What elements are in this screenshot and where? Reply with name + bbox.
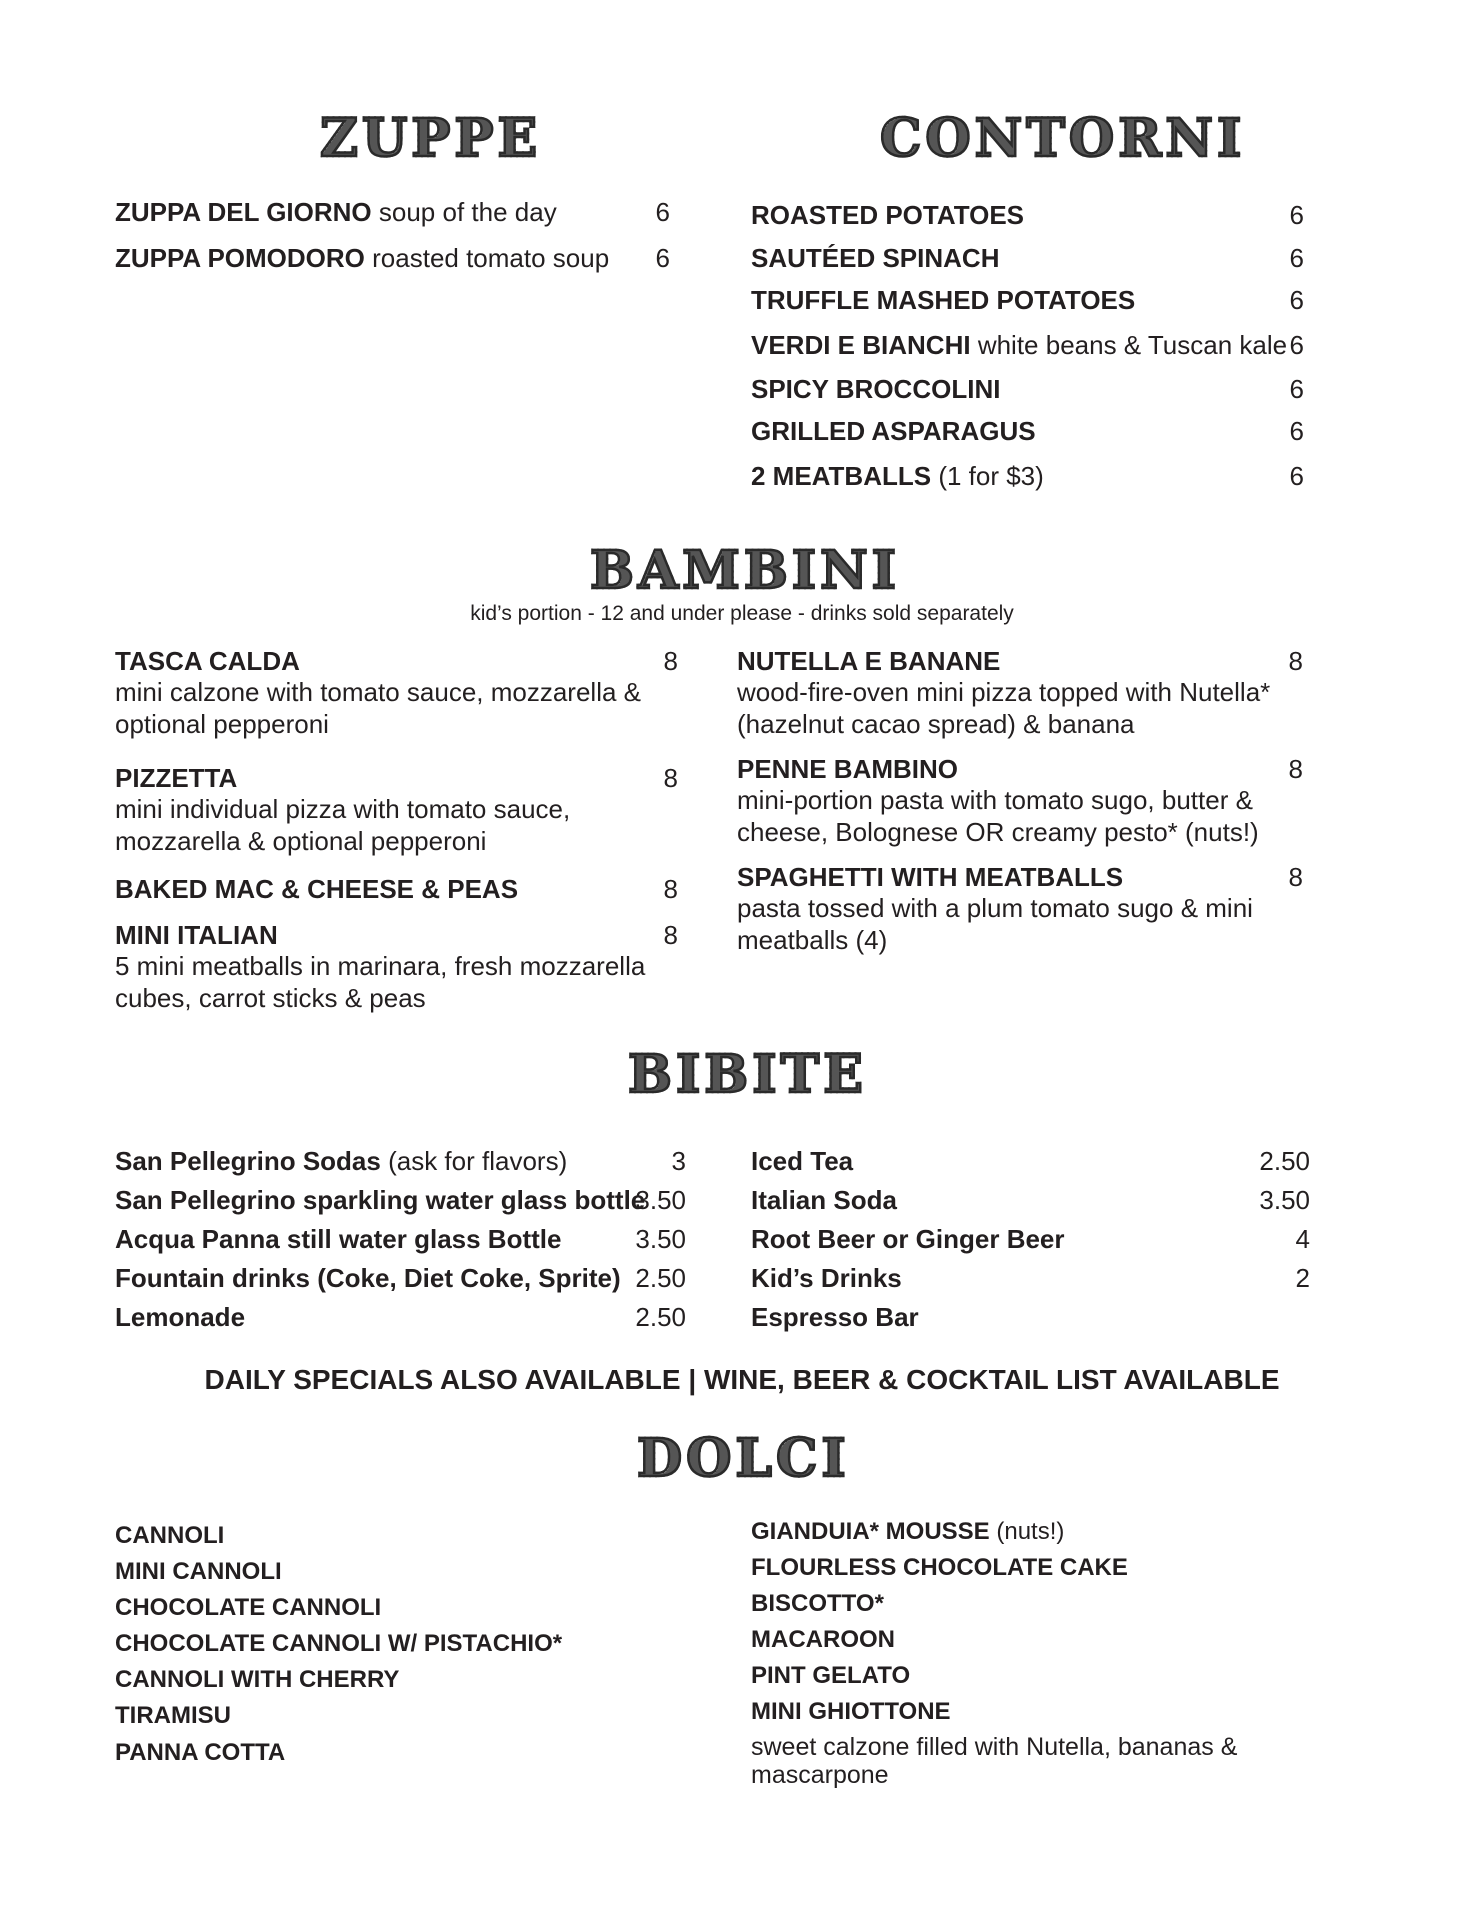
- menu-item: [751, 285, 1135, 315]
- menu-item: [115, 920, 278, 950]
- list-item: FLOURLESS CHOCOLATE CAKE: [751, 1554, 1128, 1581]
- item-price: 8: [663, 920, 678, 950]
- item-name: VERDI E BIANCHI: [751, 330, 971, 360]
- item-name: BAKED MAC & CHEESE & PEAS: [115, 874, 519, 904]
- item-name: San Pellegrino sparkling water glass bottle: [115, 1185, 646, 1215]
- item-name: SAUTÉED SPINACH: [751, 243, 1000, 273]
- item-desc: mini-portion pasta with tomato sugo, butter & cheese, Bolognese OR creamy pesto* (nuts!): [737, 785, 1259, 847]
- item-name: Fountain drinks (Coke, Diet Coke, Sprite): [115, 1263, 621, 1293]
- item-name: Root Beer or Ginger Beer: [751, 1224, 1065, 1254]
- item-name: 2 MEATBALLS: [751, 461, 932, 491]
- item-desc: wood-fire-oven mini pizza topped with Nutella* (hazelnut cacao spread) & banana: [737, 677, 1271, 739]
- menu-item: [751, 416, 1036, 446]
- item-name: TRUFFLE MASHED POTATOES: [751, 285, 1136, 315]
- bambini-heading: BAMBINI: [590, 540, 900, 601]
- item-desc: mini calzone with tomato sauce, mozzarella & optional pepperoni: [115, 677, 642, 739]
- bambini-subtitle: kid’s portion - 12 and under please - drinks sold separately: [470, 602, 1014, 625]
- item-price: 8: [663, 874, 678, 904]
- item-name: Iced Tea: [751, 1146, 854, 1176]
- list-item: MACAROON: [751, 1626, 895, 1653]
- item-desc: (nuts!): [996, 1518, 1065, 1545]
- item-price: 8: [1288, 754, 1303, 784]
- item-name: Espresso Bar: [751, 1302, 919, 1332]
- item-price: 6: [1289, 200, 1304, 230]
- item-desc: roasted tomato soup: [372, 243, 610, 273]
- item-price: 3.50: [635, 1185, 686, 1215]
- item-price: 2.50: [635, 1263, 686, 1293]
- menu-item: [115, 874, 518, 904]
- menu-item: [751, 1224, 1065, 1254]
- item-price: 6: [655, 197, 670, 227]
- item-price: 8: [1288, 646, 1303, 676]
- item-desc: pasta tossed with a plum tomato sugo & mini meatballs (4): [737, 893, 1253, 955]
- specials-notice: DAILY SPECIALS ALSO AVAILABLE | WINE, BEER & COCKTAIL LIST AVAILABLE: [204, 1364, 1280, 1395]
- item-name: Lemonade: [115, 1302, 246, 1332]
- item-desc: (ask for flavors): [388, 1146, 568, 1176]
- item-name: NUTELLA E BANANE: [737, 646, 1001, 676]
- item-price: 6: [1289, 461, 1304, 491]
- item-price: 6: [1289, 330, 1304, 360]
- list-item: CHOCOLATE CANNOLI: [115, 1594, 382, 1621]
- list-item: BISCOTTO*: [751, 1590, 884, 1617]
- item-price: 6: [1289, 285, 1304, 315]
- item-name: GIANDUIA* MOUSSE: [751, 1518, 990, 1545]
- list-item: MINI CANNOLI: [115, 1558, 282, 1585]
- menu-item: [115, 1224, 561, 1254]
- menu-item: [115, 1302, 245, 1332]
- menu-item: [737, 646, 1000, 676]
- menu-item: [751, 1302, 919, 1332]
- menu-item: [751, 1185, 897, 1215]
- menu-item: [115, 197, 557, 227]
- list-item: PANNA COTTA: [115, 1739, 286, 1766]
- contorni-heading: CONTORNI: [880, 108, 1246, 169]
- item-name: GRILLED ASPARAGUS: [751, 416, 1036, 446]
- menu-item: [115, 243, 609, 273]
- dolci-heading: DOLCI: [637, 1428, 850, 1489]
- item-desc: soup of the day: [378, 197, 557, 227]
- list-item: PINT GELATO: [751, 1662, 911, 1689]
- menu-item: [751, 330, 1287, 360]
- list-item: CANNOLI WITH CHERRY: [115, 1666, 400, 1693]
- item-desc: mini individual pizza with tomato sauce, mozzarella & optional pepperoni: [115, 794, 571, 856]
- list-item: TIRAMISU: [115, 1702, 231, 1729]
- item-price: 6: [1289, 374, 1304, 404]
- menu-item: [751, 461, 1044, 491]
- list-item: CANNOLI: [115, 1522, 225, 1549]
- item-name: PIZZETTA: [115, 763, 238, 793]
- menu-item: [115, 1185, 645, 1215]
- item-desc: 5 mini meatballs in marinara, fresh mozzarella cubes, carrot sticks & peas: [115, 951, 646, 1013]
- item-name: TASCA CALDA: [115, 646, 300, 676]
- list-item: CHOCOLATE CANNOLI W/ PISTACHIO*: [115, 1630, 563, 1657]
- item-name: ROASTED POTATOES: [751, 200, 1025, 230]
- item-price: 6: [1289, 243, 1304, 273]
- item-name: Italian Soda: [751, 1185, 897, 1215]
- menu-item: [751, 1146, 853, 1176]
- menu-item: [737, 754, 958, 784]
- menu-item: [751, 374, 1000, 404]
- item-desc: sweet calzone filled with Nutella, bananas & mascarpone: [751, 1733, 1238, 1789]
- item-price: 2: [1295, 1263, 1310, 1293]
- item-name: Acqua Panna still water glass Bottle: [115, 1224, 562, 1254]
- item-name: MINI ITALIAN: [115, 920, 278, 950]
- menu-item: [115, 763, 237, 793]
- menu-item: [751, 200, 1024, 230]
- list-item: MINI GHIOTTONE: [751, 1698, 951, 1725]
- item-desc: (1 for $3): [938, 461, 1044, 491]
- item-name: SPICY BROCCOLINI: [751, 374, 1001, 404]
- menu-item: [115, 646, 300, 676]
- item-price: 8: [663, 646, 678, 676]
- item-price: 8: [1288, 862, 1303, 892]
- menu-item: [737, 862, 1123, 892]
- item-name: PENNE BAMBINO: [737, 754, 959, 784]
- item-name: ZUPPA POMODORO: [115, 243, 365, 273]
- item-price: 6: [655, 243, 670, 273]
- menu-item: [751, 1263, 902, 1293]
- item-name: Kid’s Drinks: [751, 1263, 902, 1293]
- item-price: 2.50: [635, 1302, 686, 1332]
- item-price: 2.50: [1259, 1146, 1310, 1176]
- menu-item: [115, 1263, 621, 1293]
- item-price: 4: [1295, 1224, 1310, 1254]
- bibite-heading: BIBITE: [628, 1044, 867, 1105]
- menu-item: [751, 243, 999, 273]
- item-price: 3.50: [1259, 1185, 1310, 1215]
- item-price: 6: [1289, 416, 1304, 446]
- item-name: ZUPPA DEL GIORNO: [115, 197, 372, 227]
- zuppe-heading: ZUPPE: [320, 108, 542, 169]
- item-price: 8: [663, 763, 678, 793]
- item-name: SPAGHETTI WITH MEATBALLS: [737, 862, 1124, 892]
- item-price: 3: [671, 1146, 686, 1176]
- item-price: 3.50: [635, 1224, 686, 1254]
- item-desc: white beans & Tuscan kale: [977, 330, 1288, 360]
- list-item: [751, 1517, 1064, 1547]
- item-name: San Pellegrino Sodas: [115, 1146, 381, 1176]
- menu-item: [115, 1146, 567, 1176]
